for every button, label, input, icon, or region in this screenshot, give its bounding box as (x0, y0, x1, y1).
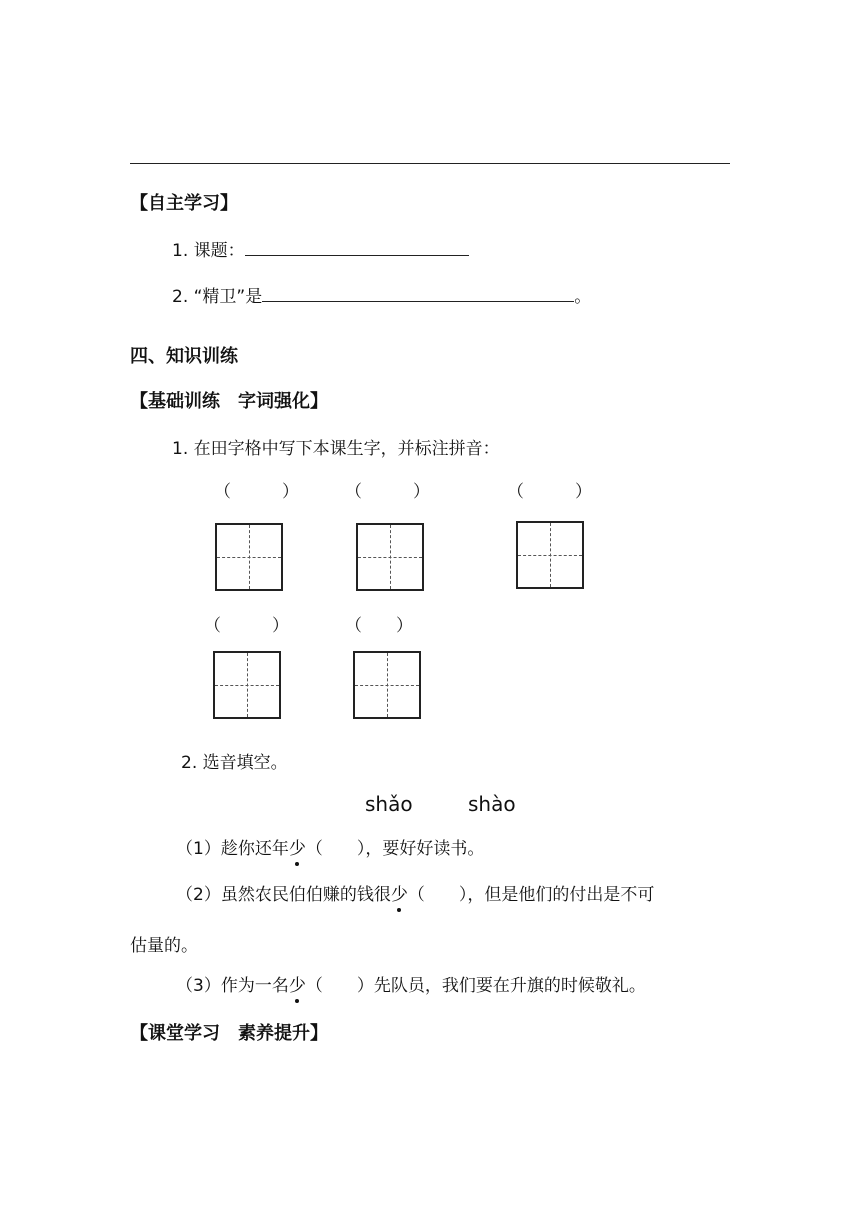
self-study-heading: 【自主学习】 (130, 193, 238, 214)
pinyin-paren-5: （ ） (345, 616, 413, 636)
sentence-1-post: （ ），要好好读书。 (305, 839, 485, 859)
question-2: 2. 选音填空。 (181, 753, 288, 773)
pinyin-paren-2: （ ） (345, 482, 430, 502)
header-rule (130, 163, 730, 164)
topic-line (172, 236, 469, 261)
sentence-2 (176, 880, 654, 905)
sentence-1 (176, 834, 484, 859)
classroom-heading: 【课堂学习 素养提升】 (130, 1023, 328, 1044)
pinyin-option-2: shào (468, 792, 516, 816)
pinyin-option-1: shǎo (365, 792, 413, 816)
sentence-3-pre: （3）作为一名 (176, 976, 289, 996)
sentence-1-target-char: 少 (289, 834, 306, 859)
tian-grid-4[interactable] (213, 651, 281, 719)
question-1: 1. 在田字格中写下本课生字，并标注拼音： (172, 439, 500, 459)
sentence-3 (176, 971, 646, 996)
tian-grid-5[interactable] (353, 651, 421, 719)
jingwei-label: 2. “精卫”是 (172, 287, 263, 307)
topic-blank[interactable] (245, 237, 469, 256)
sentence-2-post: （ ），但是他们的付出是不可 (407, 885, 655, 905)
sentence-3-target-char: 少 (289, 971, 306, 996)
topic-label: 1. 课题： (172, 241, 245, 261)
section4-heading: 四、知识训练 (130, 346, 238, 367)
sentence-2-pre: （2）虽然农民伯伯赚的钱很 (176, 885, 391, 905)
tian-grid-3[interactable] (516, 521, 584, 589)
sentence-2-target-char: 少 (391, 880, 408, 905)
sentence-1-pre: （1）趁你还年 (176, 839, 289, 859)
jingwei-line (172, 282, 591, 307)
jingwei-period: 。 (574, 287, 592, 307)
jingwei-blank[interactable] (262, 283, 574, 302)
tian-grid-1[interactable] (215, 523, 283, 591)
pinyin-paren-3: （ ） (507, 482, 592, 502)
basic-training-heading: 【基础训练 字词强化】 (130, 391, 328, 412)
sentence-2-continued: 估量的。 (130, 936, 198, 956)
tian-grid-2[interactable] (356, 523, 424, 591)
pinyin-paren-1: （ ） (214, 482, 299, 502)
pinyin-paren-4: （ ） (204, 616, 289, 636)
sentence-3-post: （ ）先队员，我们要在升旗的时候敬礼。 (305, 976, 646, 996)
